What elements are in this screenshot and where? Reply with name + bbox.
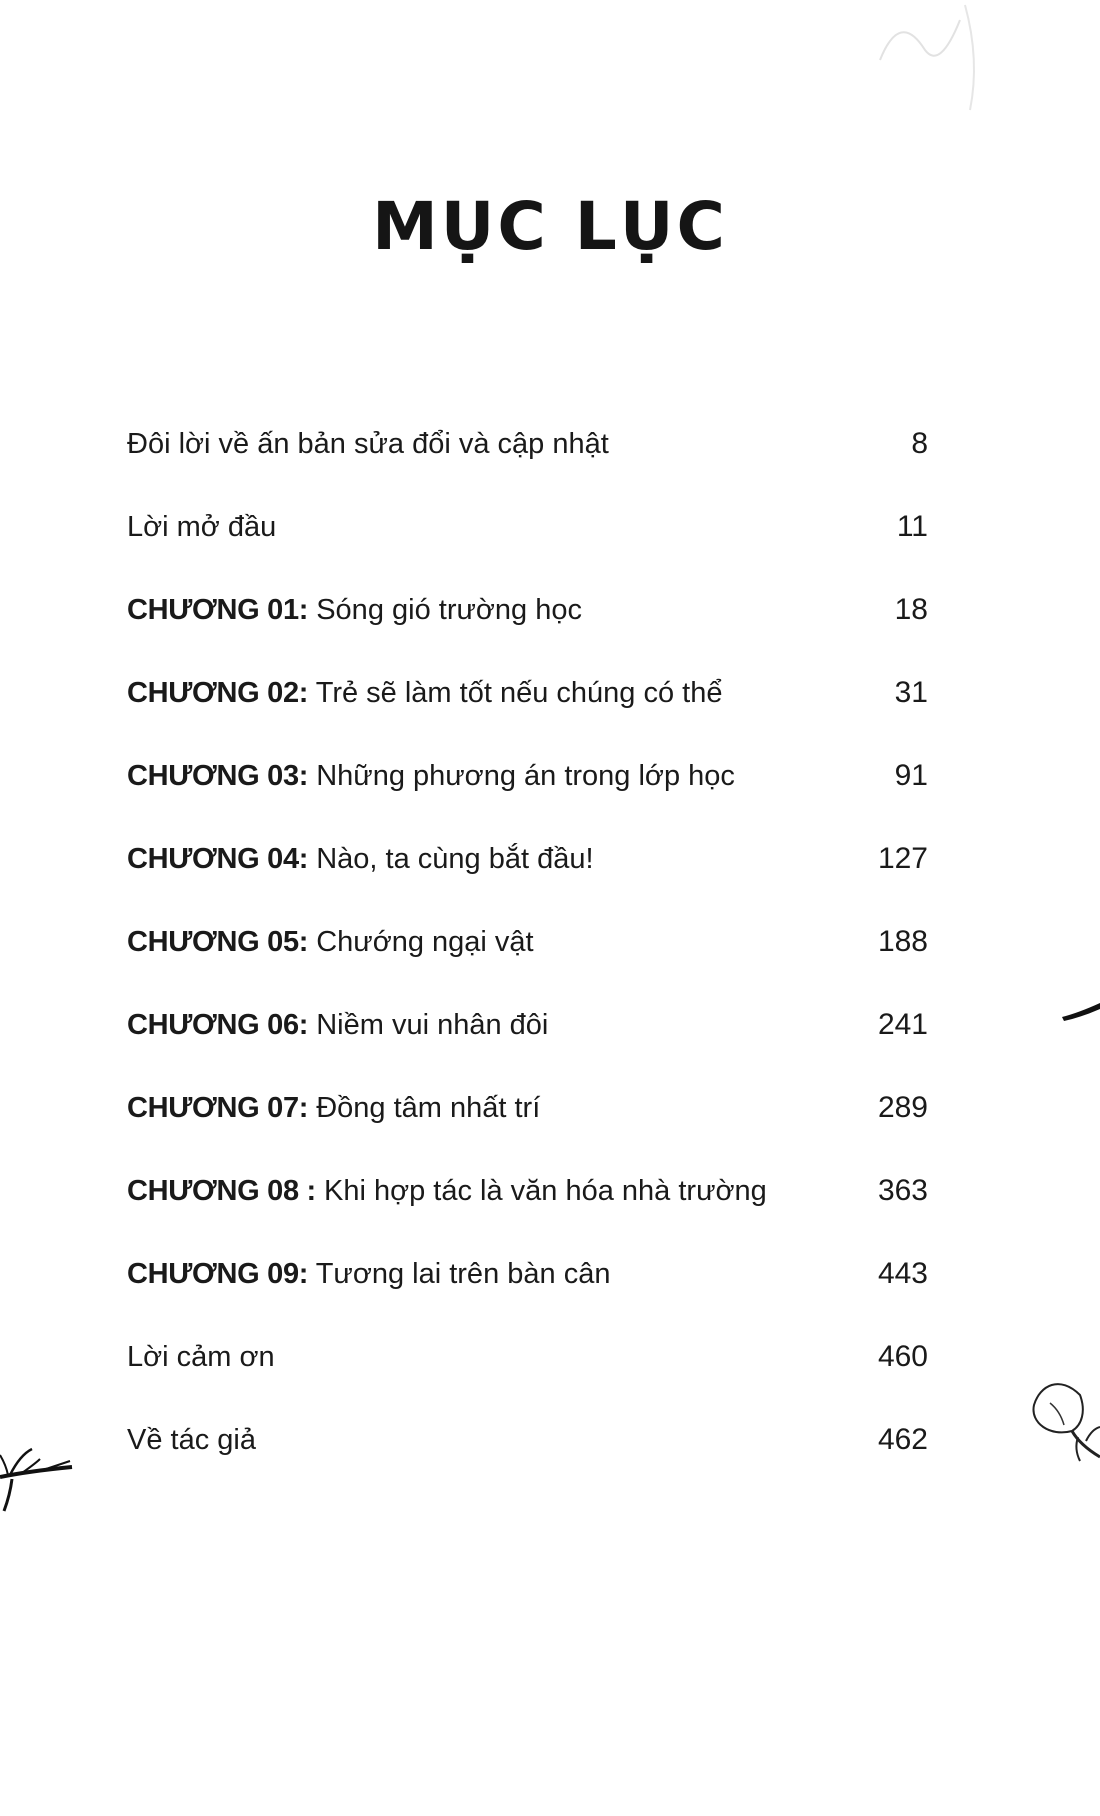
toc-entry[interactable]	[0, 751, 1100, 801]
toc-entry-label: CHƯƠNG 01:	[127, 594, 309, 626]
toc-entry-text: Lời mở đầu	[127, 511, 277, 543]
toc-entry-page: 31	[894, 676, 928, 709]
toc-entry-label: CHƯƠNG 09:	[127, 1258, 309, 1290]
toc-entry-label: CHƯƠNG 02:	[127, 677, 309, 709]
toc-entry[interactable]	[0, 1332, 1100, 1382]
toc-entry-text: Tương lai trên bàn cân	[308, 1258, 611, 1290]
toc-entry-title	[127, 1415, 256, 1465]
toc-entry[interactable]	[0, 668, 1100, 718]
toc-entry-text: Nào, ta cùng bắt đầu!	[308, 843, 594, 875]
toc-entry-title	[127, 917, 534, 967]
toc-entry-title	[127, 419, 609, 469]
toc-entry[interactable]	[0, 502, 1100, 552]
toc-entry[interactable]	[0, 917, 1100, 967]
toc-entry-title	[127, 1166, 767, 1216]
toc-entry-text: Chướng ngại vật	[308, 926, 534, 958]
toc-entry[interactable]	[0, 1249, 1100, 1299]
leaf-stroke-icon	[1060, 995, 1100, 1025]
toc-entry-text: Đồng tâm nhất trí	[308, 1092, 541, 1124]
toc-entry-label: CHƯƠNG 03:	[127, 760, 309, 792]
toc-entry-label: CHƯƠNG 07:	[127, 1092, 309, 1124]
toc-entry-title	[127, 668, 722, 718]
toc-entry-page: 241	[877, 1008, 928, 1041]
toc-entry-text: Những phương án trong lớp học	[308, 760, 735, 792]
toc-entry-label: CHƯƠNG 05:	[127, 926, 309, 958]
toc-entry-title	[127, 1249, 610, 1299]
toc-entry[interactable]	[0, 1166, 1100, 1216]
toc-entry-page: 11	[896, 510, 928, 543]
toc-entry-page: 460	[877, 1340, 928, 1373]
page-title: MỤC LỤC	[372, 188, 728, 265]
leaf-sprig-icon	[0, 1435, 80, 1525]
toc-entry-label: CHƯƠNG 04:	[127, 843, 309, 875]
toc-entry-text: Khi hợp tác là văn hóa nhà trường	[315, 1175, 767, 1207]
toc-entry[interactable]	[0, 1000, 1100, 1050]
toc-entry-page: 91	[894, 759, 928, 792]
toc-entry-text: Sóng gió trường học	[308, 594, 582, 626]
toc-entry-page: 188	[877, 925, 928, 958]
toc-entry-label: CHƯƠNG 08 :	[127, 1175, 316, 1207]
toc-entry[interactable]	[0, 419, 1100, 469]
toc-entry-page: 8	[911, 427, 928, 460]
toc-entry-page: 127	[877, 842, 928, 875]
toc-entry-title	[127, 834, 594, 884]
toc-entry-title	[127, 1083, 540, 1133]
toc-entry-page: 363	[877, 1174, 928, 1207]
toc-entry-page: 289	[877, 1091, 928, 1124]
toc-entry[interactable]	[0, 1415, 1100, 1465]
toc-entry[interactable]	[0, 1083, 1100, 1133]
toc-entry-text: Trẻ sẽ làm tốt nếu chúng có thể	[308, 677, 723, 709]
toc-entry-text: Lời cảm ơn	[127, 1341, 275, 1373]
toc-entry-title	[127, 585, 582, 635]
toc-entry-text: Niềm vui nhân đôi	[308, 1009, 549, 1041]
flower-sprig-icon	[1020, 1345, 1100, 1465]
toc-entry-page: 443	[877, 1257, 928, 1290]
toc-entry-label: CHƯƠNG 06:	[127, 1009, 309, 1041]
toc-entry-page: 18	[894, 593, 928, 626]
toc-entry-title	[127, 502, 276, 552]
toc-entry-text: Về tác giả	[127, 1424, 256, 1456]
toc-entry-title	[127, 751, 735, 801]
toc-entry[interactable]	[0, 834, 1100, 884]
toc-entry-text: Đôi lời về ấn bản sửa đổi và cập nhật	[127, 428, 609, 460]
toc-entry-title	[127, 1332, 275, 1382]
toc-entry[interactable]	[0, 585, 1100, 635]
toc-entry-title	[127, 1000, 548, 1050]
toc-entry-page: 462	[877, 1423, 928, 1456]
